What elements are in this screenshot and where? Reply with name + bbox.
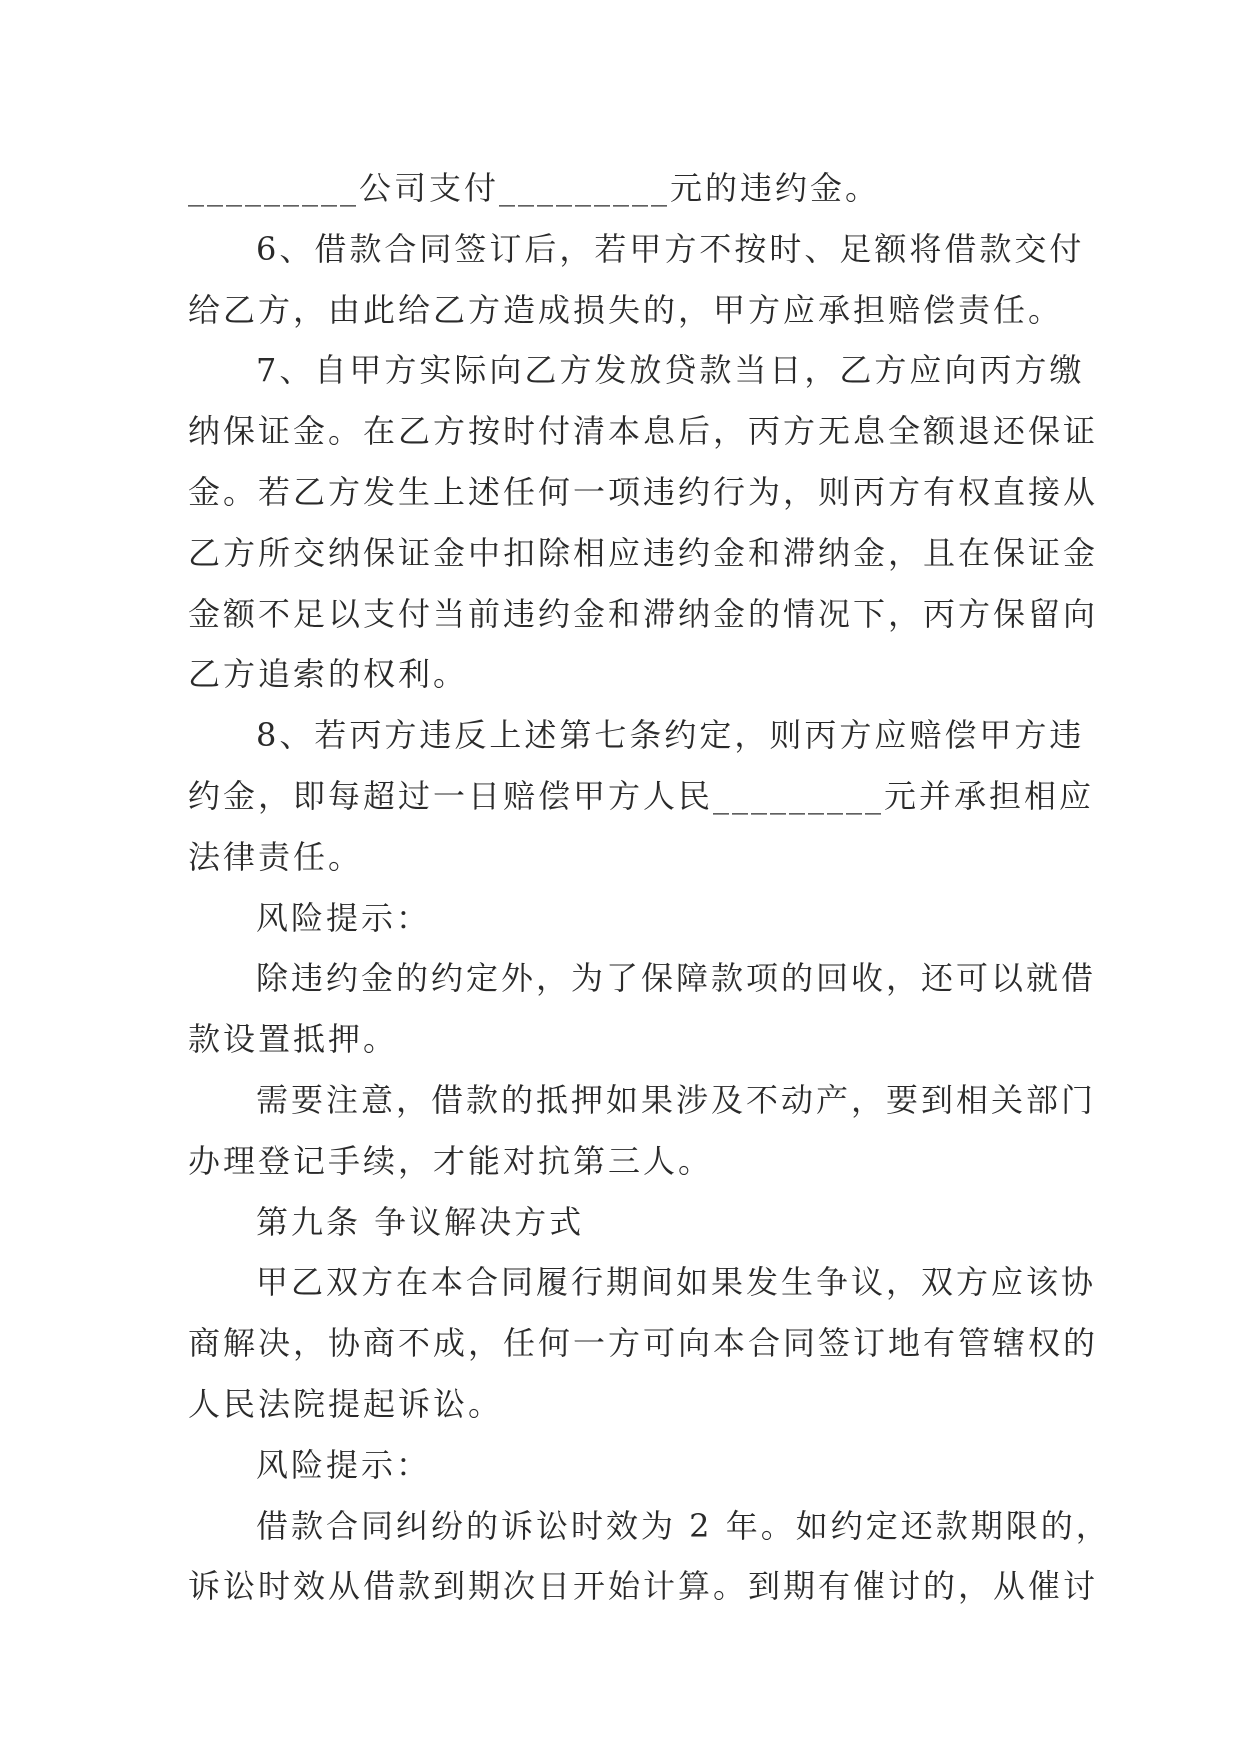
text-line: 办理登记手续，才能对抗第三人。: [188, 1141, 714, 1180]
text-line: 人民法院提起诉讼。: [188, 1384, 504, 1423]
text-line: _________公司支付_________元的违约金。: [188, 169, 881, 207]
text-line: 法律责任。: [188, 837, 364, 876]
text-line: 8、若丙方违反上述第七条约定，则丙方应赔偿甲方违: [256, 716, 1085, 755]
text-line: 诉讼时效从借款到期次日开始计算。到期有催讨的，从催讨: [188, 1567, 1099, 1606]
text-line: 商解决，协商不成，任何一方可向本合同签订地有管辖权的: [188, 1324, 1099, 1363]
text-line: 除违约金的约定外，为了保障款项的回收，还可以就借: [256, 959, 1097, 998]
text-line: 6、借款合同签订后，若甲方不按时、足额将借款交付: [256, 229, 1085, 268]
text-line: 风险提示：: [256, 1445, 432, 1484]
text-line: 乙方所交纳保证金中扣除相应违约金和滞纳金，且在保证金: [188, 533, 1099, 572]
text-line: 金。若乙方发生上述任何一项违约行为，则丙方有权直接从: [188, 472, 1099, 511]
text-line: 需要注意，借款的抵押如果涉及不动产，要到相关部门: [256, 1080, 1097, 1119]
text-line: 给乙方，由此给乙方造成损失的，甲方应承担赔偿责任。: [188, 290, 1064, 329]
text-line: 7、自甲方实际向乙方发放贷款当日，乙方应向丙方缴: [256, 351, 1085, 390]
text-line: 借款合同纠纷的诉讼时效为 2 年。如约定还款期限的，: [256, 1506, 1111, 1545]
text-line: 金额不足以支付当前违约金和滞纳金的情况下，丙方保留向: [188, 594, 1099, 633]
text-line: 第九条 争议解决方式: [256, 1202, 585, 1241]
text-line: 乙方追索的权利。: [188, 655, 469, 694]
text-line: 甲乙双方在本合同履行期间如果发生争议，双方应该协: [256, 1263, 1097, 1302]
document-body: [188, 158, 1111, 1617]
text-line: 约金，即每超过一日赔偿甲方人民_________元并承担相应: [188, 776, 1095, 815]
text-line: 风险提示：: [256, 898, 432, 937]
text-line: 款设置抵押。: [188, 1020, 399, 1059]
text-line: 纳保证金。在乙方按时付清本息后，丙方无息全额退还保证: [188, 412, 1099, 451]
